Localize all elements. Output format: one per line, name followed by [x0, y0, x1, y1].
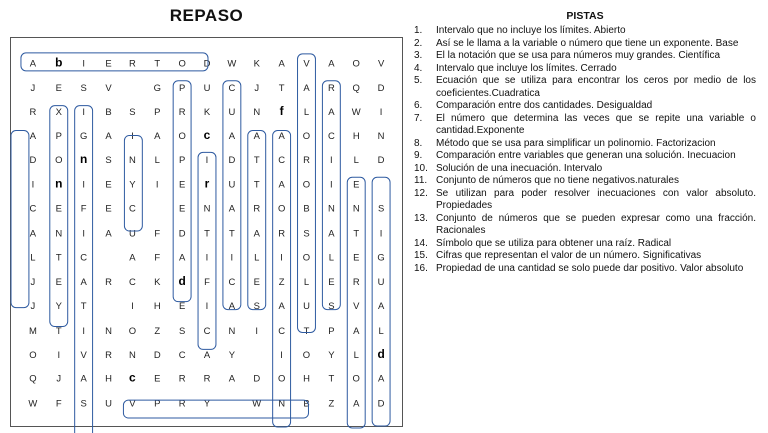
- grid-letter: P: [178, 154, 186, 166]
- grid-letter: C: [228, 83, 236, 95]
- grid-letter: S: [129, 107, 136, 119]
- grid-letter: A: [278, 130, 285, 142]
- grid-letter: I: [131, 301, 134, 313]
- grid-letter: C: [278, 154, 286, 166]
- clue-number: 12.: [414, 187, 428, 199]
- clue-number: 13.: [414, 212, 428, 224]
- grid-letter: R: [327, 83, 335, 95]
- grid-letter: U: [128, 228, 136, 240]
- clue-number: 1.: [414, 25, 423, 36]
- grid-letter: V: [353, 301, 360, 313]
- grid-letter: I: [31, 179, 35, 191]
- grid-letter: W: [351, 107, 361, 119]
- grid-letter: E: [328, 277, 335, 289]
- grid-letter: N: [253, 107, 261, 119]
- clue-text: Solución de una inecuación. Intervalo: [436, 162, 603, 174]
- clue-text: Así se le llama a la variable o número que tiene un exponente. Base: [436, 37, 739, 49]
- grid-letter: S: [303, 228, 310, 240]
- clue-item: [414, 63, 756, 76]
- grid-letter: L: [30, 252, 36, 264]
- page-title: REPASO: [169, 6, 244, 25]
- grid-letter: H: [303, 373, 310, 385]
- grid-letter: O: [302, 130, 311, 142]
- grid-letter: R: [29, 107, 37, 119]
- grid-letter: O: [178, 58, 186, 70]
- clue-item: [414, 150, 756, 163]
- grid-letter: O: [277, 203, 286, 215]
- grid-letter: E: [178, 179, 186, 191]
- grid-letter: U: [228, 179, 236, 191]
- grid-letter: A: [154, 130, 161, 142]
- grid-letter: D: [228, 154, 236, 166]
- grid-letter: E: [105, 203, 112, 215]
- grid-letter: M: [28, 325, 37, 337]
- grid-letter: V: [105, 83, 112, 95]
- grid-letter: O: [302, 349, 311, 361]
- clue-number: 10.: [414, 162, 428, 174]
- grid-letter: O: [277, 373, 286, 385]
- grid-letter: N: [278, 398, 286, 410]
- grid-letter: R: [178, 107, 186, 119]
- grid-letter: G: [377, 252, 385, 264]
- clue-item: [414, 238, 756, 251]
- grid-letter: I: [330, 154, 333, 166]
- grid-letter: R: [278, 228, 286, 240]
- grid-letter: C: [178, 349, 186, 361]
- grid-letter: D: [178, 228, 186, 240]
- clue-number: 15.: [414, 250, 428, 261]
- grid-letter: d: [178, 274, 186, 289]
- grid-letter: S: [377, 203, 385, 215]
- grid-letter: I: [82, 325, 85, 337]
- grid-letter: D: [29, 154, 37, 166]
- grid-letter: B: [105, 107, 112, 119]
- grid-letter: O: [178, 130, 186, 142]
- grid-letter: P: [154, 398, 161, 410]
- grid-letter: C: [228, 277, 236, 289]
- found-word-ring: [298, 54, 316, 333]
- grid-letter: O: [352, 373, 360, 385]
- grid-letter: D: [253, 373, 261, 385]
- grid-letter: N: [128, 154, 136, 166]
- grid-letter: A: [253, 130, 260, 142]
- clue-text: Cifras que representan el valor de un número. Significativas: [436, 250, 702, 261]
- grid-letter: F: [154, 228, 161, 240]
- grid-letter: L: [378, 325, 384, 337]
- grid-letter: C: [128, 277, 136, 289]
- clue-item: [414, 188, 756, 213]
- grid-letter: O: [29, 349, 37, 361]
- grid-letter: I: [280, 252, 283, 264]
- grid-letter: O: [55, 154, 63, 166]
- clue-item: [414, 263, 756, 276]
- grid-letter: T: [228, 228, 235, 240]
- clues-panel: [414, 10, 756, 275]
- grid-letter: D: [377, 83, 385, 95]
- grid-letter: C: [128, 203, 136, 215]
- grid-letter: A: [328, 107, 335, 119]
- grid-letter: D: [377, 398, 385, 410]
- grid-letter: J: [30, 83, 36, 95]
- clue-number: 14.: [414, 237, 428, 249]
- grid-letter: U: [203, 83, 211, 95]
- clue-item: [414, 100, 756, 113]
- grid-letter: Y: [328, 349, 335, 361]
- grid-letter: T: [253, 154, 260, 166]
- grid-letter: J: [254, 83, 260, 95]
- clue-number: 3.: [414, 50, 423, 61]
- clue-text: Comparación entre dos cantidades. Desigualdad: [436, 100, 653, 111]
- grid-letter: N: [377, 130, 385, 142]
- grid-letter: V: [303, 58, 310, 70]
- grid-letter: T: [55, 325, 62, 337]
- clue-item: [414, 38, 756, 51]
- grid-letter: I: [82, 179, 85, 191]
- grid-letter: O: [128, 325, 137, 337]
- grid-letter: R: [105, 349, 112, 361]
- grid-letter: A: [303, 83, 310, 95]
- found-word-ring: [11, 131, 29, 308]
- grid-letter: L: [303, 107, 310, 119]
- grid-letter: I: [255, 325, 259, 337]
- grid-letter: A: [228, 373, 236, 385]
- clue-item: [414, 138, 756, 151]
- clue-text: Conjunto de números que no tiene negativos.naturales: [436, 175, 679, 186]
- grid-letter: I: [205, 252, 209, 264]
- grid-letter: I: [379, 107, 383, 119]
- grid-letter: B: [303, 398, 310, 410]
- grid-letter: d: [377, 346, 385, 361]
- clue-text: Intervalo que no incluye los límites. Abierto: [436, 25, 626, 36]
- grid-letter: P: [55, 130, 62, 142]
- grid-letter: A: [377, 301, 385, 313]
- grid-letter: A: [80, 277, 87, 289]
- grid-letter: F: [55, 398, 62, 410]
- grid-letter: P: [328, 325, 335, 337]
- clue-number: 11.: [414, 175, 428, 186]
- clue-item: [414, 25, 756, 38]
- clue-text: Ecuación que se utiliza para encontrar los ceros por medio de los coeficientes.Cuadratica: [436, 75, 756, 99]
- clue-text: Símbolo que se utiliza para obtener una raíz. Radical: [436, 237, 672, 249]
- grid-letter: A: [203, 349, 211, 361]
- grid-letter: Q: [352, 83, 360, 95]
- grid-letter: N: [352, 203, 360, 215]
- grid-letter: N: [203, 203, 211, 215]
- grid-letter: A: [253, 228, 260, 240]
- grid-letter: C: [278, 325, 286, 337]
- grid-letter: A: [278, 301, 285, 313]
- grid-letter: T: [278, 83, 285, 95]
- grid-letter: E: [55, 203, 62, 215]
- grid-letter: G: [153, 83, 161, 95]
- clue-item: [414, 163, 756, 176]
- grid-letter: A: [105, 228, 112, 240]
- clue-item: [414, 175, 756, 188]
- grid-letter: U: [303, 301, 310, 313]
- grid-letter: R: [178, 398, 186, 410]
- grid-letter: L: [328, 252, 334, 264]
- grid-letter: Q: [29, 373, 37, 385]
- grid-letter: A: [278, 58, 285, 70]
- grid-letter: Z: [328, 398, 335, 410]
- grid-letter: V: [377, 58, 385, 70]
- grid-letter: S: [178, 325, 186, 337]
- grid-letter: S: [80, 83, 87, 95]
- clue-list: [414, 25, 756, 275]
- clues-title: PISTAS: [566, 10, 604, 22]
- clue-item: [414, 75, 756, 100]
- grid-letter: S: [253, 301, 260, 313]
- grid-letter: D: [153, 349, 161, 361]
- grid-letter: T: [253, 179, 260, 191]
- grid-letter: R: [128, 58, 136, 70]
- grid-letter: L: [303, 277, 310, 289]
- grid-letter: N: [327, 203, 335, 215]
- grid-letter: Z: [154, 325, 161, 337]
- grid-letter: f: [279, 104, 284, 119]
- grid-letter: L: [353, 349, 359, 361]
- grid-letter: n: [55, 176, 63, 191]
- grid-letter: C: [203, 325, 211, 337]
- grid-letter: A: [29, 228, 37, 240]
- grid-letter: F: [204, 277, 210, 289]
- grid-letter: H: [352, 130, 360, 142]
- clue-number: 8.: [414, 137, 423, 149]
- grid-letter: A: [328, 228, 335, 240]
- clue-item: [414, 113, 756, 138]
- grid-letter: Z: [278, 277, 285, 289]
- grid-letter: A: [29, 130, 37, 142]
- grid-letter: C: [29, 203, 37, 215]
- clue-text: Conjunto de números que se pueden expresar como una fracción. Racionales: [436, 212, 756, 236]
- grid-letter: E: [253, 277, 260, 289]
- clue-text: Propiedad de una cantidad se solo puede dar positivo. Valor absoluto: [436, 262, 744, 274]
- grid-letter: W: [227, 58, 237, 70]
- clue-number: 5.: [414, 75, 423, 86]
- clue-text: Comparación entre variables que generan una solución. Inecuacion: [436, 150, 736, 161]
- grid-letter: T: [204, 228, 210, 240]
- grid-letter: V: [80, 349, 87, 361]
- grid-letter: C: [327, 130, 335, 142]
- grid-letter: I: [230, 252, 234, 264]
- grid-letter: F: [80, 203, 87, 215]
- grid-letter: U: [228, 107, 236, 119]
- grid-letter: n: [79, 151, 88, 166]
- grid-letter: Y: [55, 301, 62, 313]
- grid-letter: S: [105, 154, 112, 166]
- grid-letter: E: [353, 179, 360, 191]
- grid-letter: J: [30, 301, 36, 313]
- grid-letter: S: [328, 301, 335, 313]
- clue-item: [414, 50, 756, 63]
- grid-letter: O: [302, 252, 311, 264]
- grid-letter: L: [254, 252, 260, 264]
- grid-letter: Y: [129, 179, 136, 191]
- grid-letter: A: [228, 130, 236, 142]
- grid-letter: I: [155, 179, 159, 191]
- grid-letter: T: [353, 228, 360, 240]
- word-search-svg: [11, 38, 402, 426]
- grid-letter: T: [328, 373, 335, 385]
- grid-letter: I: [280, 349, 283, 361]
- grid-letter: D: [203, 58, 211, 70]
- grid-letter: J: [56, 373, 62, 385]
- clue-number: 16.: [414, 262, 428, 274]
- grid-letter: R: [352, 277, 360, 289]
- grid-letter: U: [105, 398, 112, 410]
- grid-letter: I: [82, 58, 85, 70]
- grid-letter: O: [302, 179, 311, 191]
- grid-letter: K: [253, 58, 260, 70]
- grid-letter: O: [352, 58, 360, 70]
- grid-letter: I: [57, 349, 61, 361]
- grid-letter: R: [105, 277, 112, 289]
- grid-letter: A: [278, 179, 285, 191]
- grid-letter: X: [55, 107, 62, 119]
- word-search-grid: [10, 37, 403, 427]
- grid-letter: K: [203, 107, 211, 119]
- grid-letter: P: [154, 107, 161, 119]
- grid-letter: A: [228, 203, 236, 215]
- grid-letter: E: [178, 301, 186, 313]
- grid-letter: C: [80, 252, 88, 264]
- grid-letter: N: [128, 349, 136, 361]
- grid-letter: c: [203, 127, 211, 142]
- grid-letter: A: [80, 373, 87, 385]
- clue-number: 7.: [414, 112, 423, 124]
- grid-letter: H: [105, 373, 112, 385]
- clue-text: El número que determina las veces que se repite una variable o cantidad.Exponente: [436, 112, 756, 136]
- grid-letter: R: [178, 373, 186, 385]
- grid-letter: Y: [228, 349, 236, 361]
- grid-letter: I: [330, 179, 333, 191]
- clue-text: Intervalo que incluye los límites. Cerrado: [436, 62, 617, 74]
- grid-letter: A: [328, 58, 335, 70]
- grid-letter: I: [205, 301, 209, 313]
- grid-letter: R: [303, 154, 310, 166]
- grid-letter: A: [129, 252, 136, 264]
- grid-letter: T: [55, 252, 62, 264]
- grid-letter: H: [153, 301, 161, 313]
- grid-letter: c: [129, 370, 136, 385]
- grid-letter: D: [377, 154, 385, 166]
- grid-letter: W: [252, 398, 262, 410]
- grid-letter: N: [105, 325, 112, 337]
- grid-letter: I: [82, 107, 85, 119]
- clue-item: [414, 213, 756, 238]
- clue-text: El la notación que se usa para números muy grandes. Científica: [436, 50, 721, 61]
- grid-letter: E: [154, 373, 161, 385]
- clue-number: 6.: [414, 100, 423, 111]
- grid-letter: I: [82, 228, 85, 240]
- grid-letter: U: [377, 277, 385, 289]
- grid-letter: I: [205, 154, 209, 166]
- grid-letter: V: [129, 398, 136, 410]
- grid-letter: K: [154, 277, 161, 289]
- clue-item: [414, 250, 756, 263]
- grid-letter: P: [178, 83, 186, 95]
- grid-letter: I: [131, 130, 134, 142]
- grid-letter: A: [29, 58, 37, 70]
- grid-letter: E: [105, 58, 112, 70]
- grid-letter: r: [204, 176, 210, 191]
- grid-letter: B: [303, 203, 310, 215]
- grid-letter: A: [377, 373, 385, 385]
- grid-letter: T: [80, 301, 87, 313]
- grid-letter: G: [79, 130, 88, 142]
- grid-letter: F: [154, 252, 161, 264]
- grid-letter: T: [154, 58, 161, 70]
- grid-letter: A: [353, 398, 360, 410]
- grid-letter: L: [154, 154, 160, 166]
- grid-letter: b: [55, 55, 63, 70]
- clue-number: 9.: [414, 150, 423, 161]
- grid-letter: A: [178, 252, 186, 264]
- grid-letter: N: [228, 325, 236, 337]
- grid-letter: S: [80, 398, 87, 410]
- grid-letter: T: [303, 325, 310, 337]
- grid-letter: N: [55, 228, 63, 240]
- grid-letter: E: [353, 252, 360, 264]
- grid-letter: E: [55, 277, 62, 289]
- grid-letter: A: [353, 325, 360, 337]
- grid-letter: A: [228, 301, 236, 313]
- grid-letter: A: [105, 130, 112, 142]
- grid-letter: R: [203, 373, 211, 385]
- grid-letter: W: [28, 398, 38, 410]
- grid-letter: E: [178, 203, 186, 215]
- clue-text: Se utilizan para poder resolver inecuaciones con valor absoluto. Propiedades: [436, 187, 756, 211]
- grid-letter: Y: [203, 398, 211, 410]
- grid-letter: L: [353, 154, 359, 166]
- grid-letter: I: [379, 228, 383, 240]
- grid-letter: E: [105, 179, 112, 191]
- grid-letter: E: [55, 83, 62, 95]
- grid-letter: R: [253, 203, 261, 215]
- grid-letter: J: [30, 277, 36, 289]
- clue-number: 2.: [414, 37, 423, 49]
- clue-number: 4.: [414, 62, 423, 74]
- clue-text: Método que se usa para simplificar un polinomio. Factorizacion: [436, 137, 716, 149]
